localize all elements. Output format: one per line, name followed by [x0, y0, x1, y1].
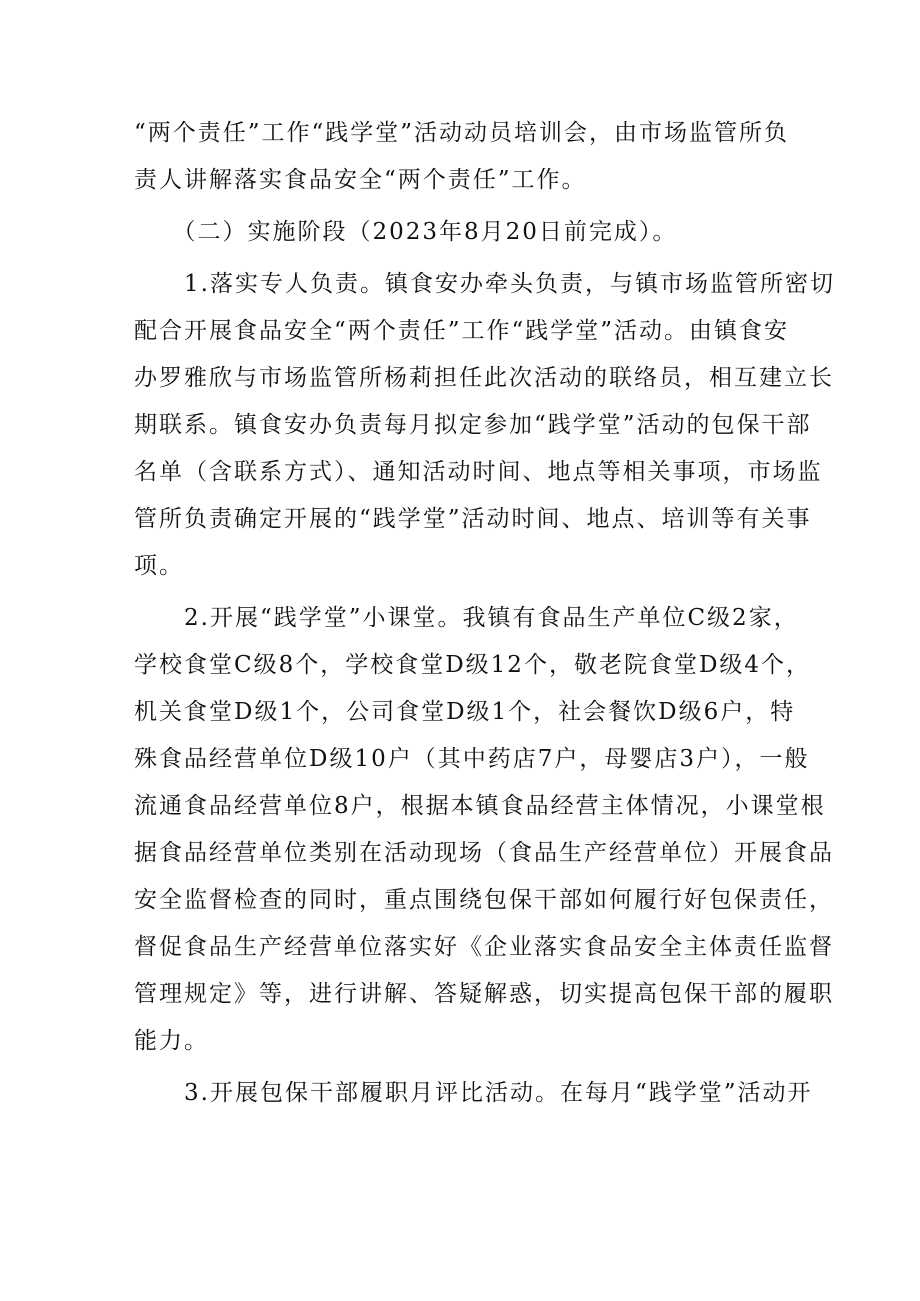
- text-line: 能力。: [134, 1028, 209, 1054]
- text-line: 配合开展食品安全“两个责任”工作“践学堂”活动。由镇食安: [134, 318, 790, 344]
- text-line: （二）实施阶段（2023年8月20日前完成）。: [134, 219, 678, 245]
- text-line: 学校食堂C级8个，学校食堂D级12个，敬老院食堂D级4个，: [134, 652, 812, 678]
- text-line: 督促食品生产经营单位落实好《企业落实食品安全主体责任监督: [134, 934, 834, 960]
- text-line: 安全监督检查的同时，重点围绕包保干部如何履行好包保责任，: [134, 887, 834, 913]
- text-line: “两个责任”工作“践学堂”活动动员培训会，由市场监管所负: [134, 120, 790, 146]
- text-line: 据食品经营单位类别在活动现场（食品生产经营单位）开展食品: [134, 840, 834, 866]
- text-line: 管理规定》等，进行讲解、答疑解惑，切实提高包保干部的履职: [134, 981, 834, 1007]
- paragraph-item-3: [134, 1070, 813, 1117]
- text-line: 期联系。镇食安办负责每月拟定参加“践学堂”活动的包保干部: [134, 412, 812, 438]
- text-line: 殊食品经营单位D级10户（其中药店7户，母婴店3户），一般: [134, 746, 810, 772]
- text-line: 办罗雅欣与市场监管所杨莉担任此次活动的联络员，相互建立长: [134, 365, 834, 391]
- text-line: 1.落实专人负责。镇食安办牵头负责，与镇市场监管所密切: [134, 271, 835, 297]
- paragraph-item-1: [134, 261, 835, 590]
- document-body: [134, 110, 835, 1117]
- text-line: 名单（含联系方式）、通知活动时间、地点等相关事项，市场监: [134, 459, 823, 485]
- text-line: 机关食堂D级1个，公司食堂D级1个，社会餐饮D级6户，特: [134, 699, 796, 725]
- text-line: 管所负责确定开展的“践学堂”活动时间、地点、培训等有关事: [134, 506, 812, 532]
- paragraph-item-2: [134, 595, 834, 1065]
- text-line: 项。: [134, 553, 184, 579]
- text-line: 2.开展“践学堂”小课堂。我镇有食品生产单位C级2家，: [134, 605, 799, 631]
- paragraph-continuation: [134, 110, 794, 204]
- section-heading-implementation: [134, 209, 794, 256]
- text-line: 责人讲解落实食品安全“两个责任”工作。: [134, 167, 587, 193]
- text-line: 3.开展包保干部履职月评比活动。在每月“践学堂”活动开: [134, 1080, 813, 1106]
- text-line: 流通食品经营单位8户，根据本镇食品经营主体情况，小课堂根: [134, 793, 826, 819]
